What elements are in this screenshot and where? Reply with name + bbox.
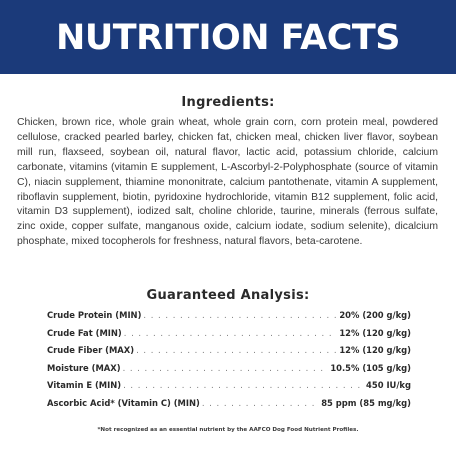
analysis-value: 20% (200 g/kg) (339, 310, 411, 320)
guaranteed-analysis-heading: Guaranteed Analysis: (146, 288, 310, 303)
page-title: NUTRITION FACTS (56, 17, 400, 58)
analysis-row-crude-fiber (47, 345, 411, 363)
analysis-value: 450 IU/kg (366, 380, 411, 390)
analysis-label: Crude Fat (MIN) (47, 327, 122, 338)
analysis-row-ascorbic-acid (47, 398, 411, 416)
analysis-value: 12% (120 g/kg) (339, 345, 411, 355)
leader-dots (136, 345, 337, 355)
leader-dots (202, 398, 319, 408)
analysis-label: Moisture (MAX) (47, 362, 121, 373)
analysis-label: Vitamin E (MIN) (47, 380, 122, 390)
footnote: *Not recognized as an essential nutrient by the AAFCO Dog Food Nutrient Profiles. (97, 427, 359, 433)
title-banner (0, 0, 456, 74)
analysis-label: Crude Protein (MIN) (47, 310, 142, 320)
leader-dots (143, 310, 337, 320)
analysis-row-crude-fat (47, 328, 411, 346)
analysis-row-vitamin-e (47, 380, 411, 398)
leader-dots (123, 380, 364, 390)
analysis-value: 10.5% (105 g/kg) (330, 362, 411, 373)
ingredients-heading: Ingredients: (181, 95, 275, 110)
leader-dots (124, 328, 338, 338)
ingredients-text: Chicken, brown rice, whole grain wheat, whole grain corn, corn protein meal, powdered cellulose, cracked pearled barley, chicken fat, chicken meal, chicken liver flavor, soybean mill run, flaxseed, soybean oil, natural flavor, lactic acid, potassium chloride, calcium carbonate, vitamins (vitamin E supplement, L-Ascorbyl-2-Polyphosphate (source of vitamin C), niacin supplement, thiamine mononitrate, calcium pantothenate, vitamin A supplement, riboflavin supplement, biotin, pyridoxine hydrochloride, vitamin B12 supplement, folic acid, vitamin D3 supplement), iodized salt, choline chloride, taurine, minerals (ferrous sulfate, zinc oxide, copper sulfate, manganous oxide, calcium iodate, sodium selenite), dicalcium phosphate, mixed tocopherols for freshness, natural flavors, beta-carotene. (17, 117, 438, 248)
leader-dots (123, 363, 329, 373)
analysis-label: Crude Fiber (MAX) (47, 345, 135, 355)
analysis-row-moisture (47, 363, 411, 381)
analysis-label: Ascorbic Acid* (Vitamin C) (MIN) (47, 397, 200, 408)
guaranteed-analysis-table (47, 310, 411, 415)
analysis-value: 12% (120 g/kg) (339, 327, 411, 338)
analysis-value: 85 ppm (85 mg/kg) (321, 397, 411, 408)
analysis-row-crude-protein (47, 310, 411, 328)
